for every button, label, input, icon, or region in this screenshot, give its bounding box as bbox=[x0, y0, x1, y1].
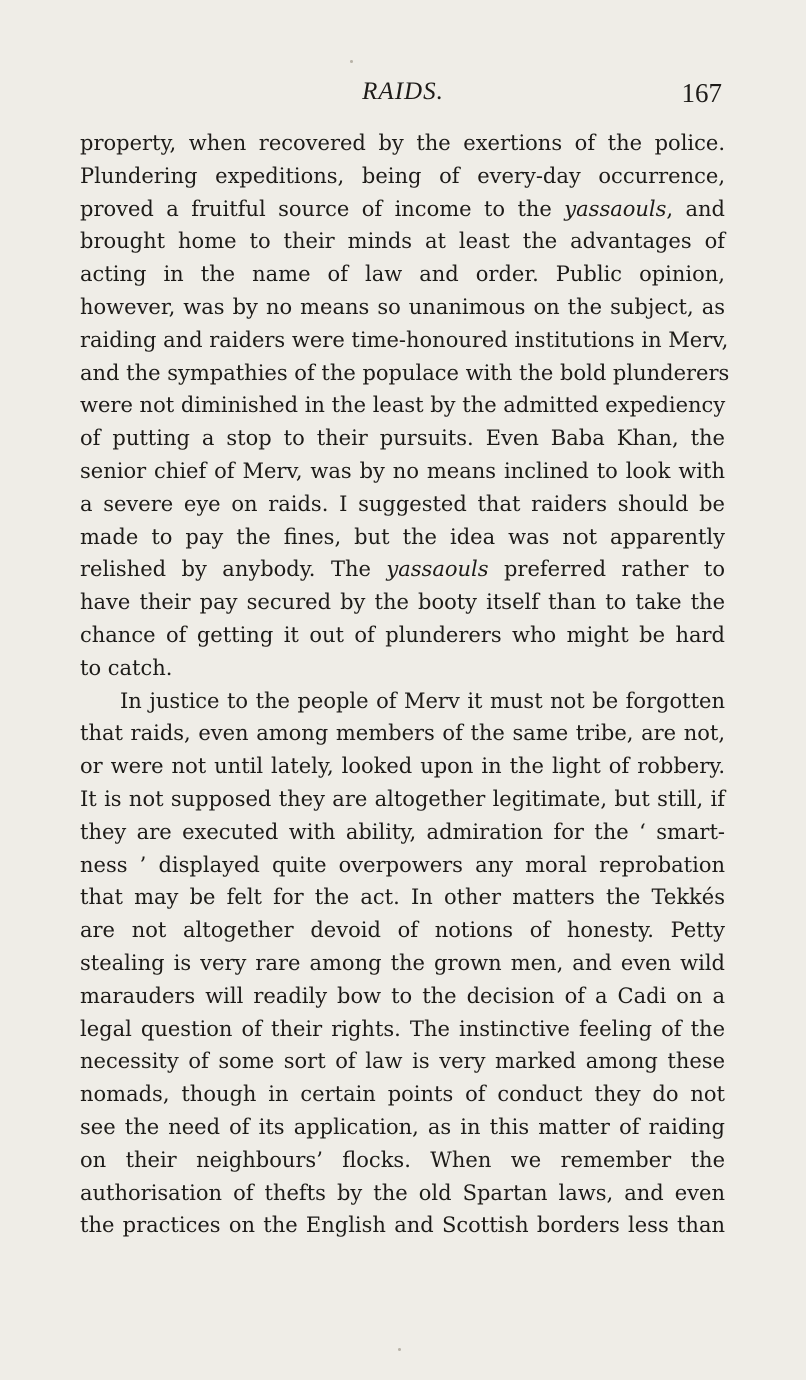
text-line: that may be felt for the act. In other matters the Tekkés bbox=[80, 885, 725, 910]
text-line: and the sympathies of the populace with the bold plunderers bbox=[80, 360, 730, 385]
text-line: ness ’ displayed quite overpowers any moral reprobation bbox=[80, 852, 725, 877]
text-line: raiding and raiders were time-honoured institutions in Merv, bbox=[80, 327, 729, 352]
text-line: the practices on the English and Scottish borders less than bbox=[80, 1213, 725, 1238]
text-line: that raids, even among members of the same tribe, are not, bbox=[80, 721, 725, 746]
text-line: of putting a stop to their pursuits. Even Baba Khan, the bbox=[80, 426, 725, 451]
text-line: nomads, though in certain points of conduct they do not bbox=[80, 1082, 725, 1107]
text-line: relished by anybody. The yassaouls preferred rather to bbox=[80, 557, 726, 582]
text-line: legal question of their rights. The instinctive feeling of the bbox=[80, 1016, 725, 1041]
text-line: brought home to their minds at least the advantages of bbox=[80, 229, 725, 254]
text-line: property, when recovered by the exertions of the police. bbox=[80, 131, 725, 155]
paragraph-start-line: In justice to the people of Merv it must not be forgotten bbox=[120, 688, 725, 713]
text-line: are not altogether devoid of notions of honesty. Petty bbox=[80, 918, 725, 943]
paragraph-end-line: to catch. bbox=[80, 655, 173, 680]
text-line: on their neighbours’ flocks. When we remember the bbox=[80, 1147, 725, 1172]
text-line: marauders will readily bow to the decision of a Cadi on a bbox=[80, 983, 725, 1008]
italic-term: yassaouls bbox=[386, 557, 489, 582]
paper-speck bbox=[350, 60, 353, 63]
text-line: were not diminished in the least by the admitted expediency bbox=[80, 393, 726, 418]
text-line: they are executed with ability, admiration for the ‘ smart- bbox=[80, 819, 725, 844]
running-title: RAIDS. bbox=[362, 78, 444, 105]
text-line: It is not supposed they are altogether legitimate, but still, if bbox=[80, 786, 725, 811]
paper-speck bbox=[398, 1348, 401, 1351]
text-line: or were not until lately, looked upon in the light of robbery. bbox=[80, 754, 725, 779]
text-line: made to pay the fines, but the idea was not apparently bbox=[80, 524, 725, 549]
text-line: Plundering expeditions, being of every-day occurrence, bbox=[80, 163, 725, 188]
text-line: senior chief of Merv, was by no means inclined to look with bbox=[80, 458, 725, 483]
text-line: necessity of some sort of law is very marked among these bbox=[80, 1049, 725, 1074]
text-line: see the need of its application, as in this matter of raiding bbox=[80, 1114, 725, 1139]
text-line: stealing is very rare among the grown men, and even wild bbox=[80, 950, 725, 975]
text-line: a severe eye on raids. I suggested that raiders should be bbox=[80, 491, 725, 516]
text-line: acting in the name of law and order. Public opinion, bbox=[80, 262, 725, 287]
page-number: 167 bbox=[681, 78, 722, 108]
italic-term: yassaouls bbox=[564, 196, 667, 221]
text-line: proved a fruitful source of income to the yassaouls, and bbox=[80, 196, 725, 221]
text-line: have their pay secured by the booty itself than to take the bbox=[80, 590, 725, 615]
body-text bbox=[80, 127, 730, 1242]
text-line: chance of getting it out of plunderers who might be hard bbox=[80, 622, 725, 647]
text-line: however, was by no means so unanimous on the subject, as bbox=[80, 294, 725, 319]
text-line: authorisation of thefts by the old Spartan laws, and even bbox=[80, 1180, 725, 1205]
